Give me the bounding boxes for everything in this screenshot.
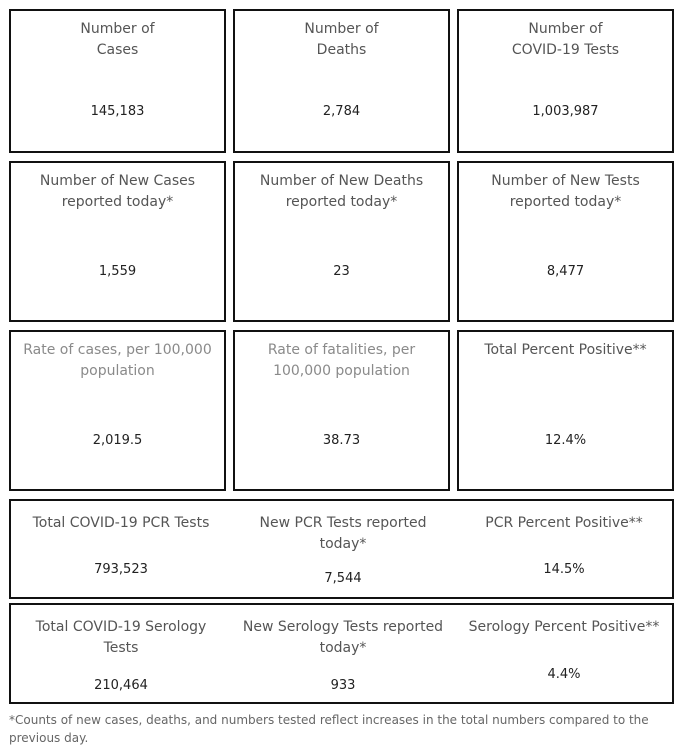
new-tests-value: 8,477	[546, 264, 585, 279]
new-cases-card	[9, 161, 226, 322]
pcr-total-label: Total COVID-19 PCR Tests	[32, 515, 210, 531]
new-cases-value: 1,559	[98, 264, 137, 279]
new-cases-label: Number of New Cases reported today*	[39, 173, 196, 210]
new-tests-label: Number of New Tests reported today*	[491, 173, 640, 210]
deaths-card	[233, 9, 450, 153]
pcr-positive-cell	[454, 501, 674, 597]
pcr-positive-value: 14.5%	[543, 562, 585, 577]
serology-total-label: Total COVID-19 Serology Tests	[35, 619, 207, 656]
tests-label: Number of COVID-19 Tests	[511, 21, 620, 58]
percent-positive-label: Total Percent Positive**	[484, 342, 647, 358]
cases-card	[9, 9, 226, 153]
pcr-new-label: New PCR Tests reported today*	[259, 515, 427, 552]
fatality-rate-value: 38.73	[322, 433, 361, 448]
tests-value: 1,003,987	[532, 104, 599, 119]
serology-total-value: 210,464	[94, 678, 148, 693]
cases-value: 145,183	[90, 104, 145, 119]
new-deaths-label: Number of New Deaths reported today*	[259, 173, 424, 210]
new-tests-card	[457, 161, 674, 322]
serology-card	[9, 603, 674, 704]
fatality-rate-label: Rate of fatalities, per 100,000 population	[267, 342, 416, 379]
serology-positive-value: 4.4%	[547, 667, 581, 682]
serology-positive-label: Serology Percent Positive**	[468, 619, 660, 635]
percent-positive-value: 12.4%	[544, 433, 587, 448]
case-rate-label: Rate of cases, per 100,000 population	[23, 342, 212, 379]
pcr-positive-label: PCR Percent Positive**	[485, 515, 643, 531]
serology-new-cell	[232, 605, 454, 702]
pcr-total-cell	[11, 501, 231, 597]
deaths-label: Number of Deaths	[304, 21, 379, 58]
serology-new-label: New Serology Tests reported today*	[242, 619, 444, 656]
pcr-new-value: 7,544	[324, 571, 362, 586]
case-rate-card	[9, 330, 226, 491]
new-deaths-value: 23	[333, 264, 350, 279]
serology-positive-cell	[454, 605, 674, 702]
cases-label: Number of Cases	[80, 21, 155, 58]
pcr-new-cell	[232, 501, 454, 597]
tests-card	[457, 9, 674, 153]
serology-total-cell	[11, 605, 231, 702]
pcr-total-value: 793,523	[94, 562, 148, 577]
case-rate-value: 2,019.5	[92, 433, 143, 448]
footnote: *Counts of new cases, deaths, and numbers tested reflect increases in the total numbers compared to the previous day.	[9, 713, 649, 745]
serology-new-value: 933	[330, 678, 356, 693]
deaths-value: 2,784	[322, 104, 361, 119]
fatality-rate-card	[233, 330, 450, 491]
pcr-card	[9, 499, 674, 599]
new-deaths-card	[233, 161, 450, 322]
percent-positive-card	[457, 330, 674, 491]
